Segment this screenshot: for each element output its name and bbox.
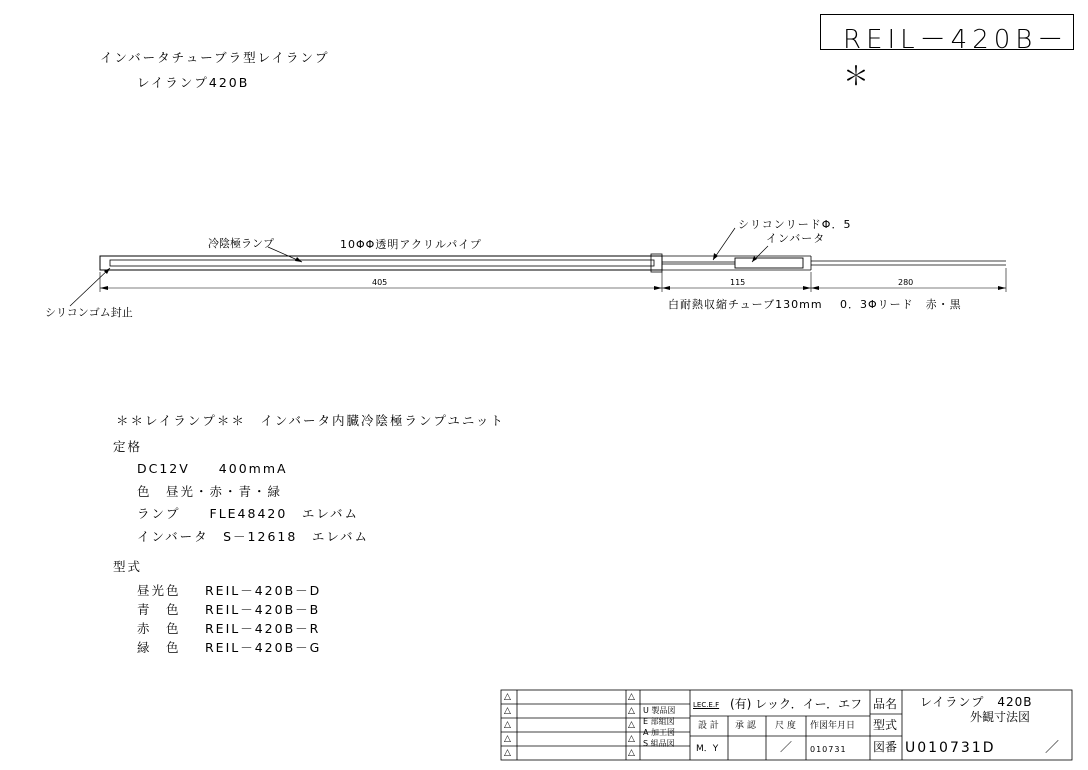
header-date: 作図年月日: [810, 721, 856, 731]
rating-heading: 定格: [113, 439, 143, 454]
model-code: REIL－420B－G: [205, 640, 322, 655]
product-title: インバータチューブラ型レイランプ: [100, 50, 330, 65]
company-name: (有) レック．イー．エフ: [730, 697, 863, 711]
company-logo: LEC.E.F: [693, 701, 720, 709]
scale-value: ／: [780, 740, 793, 754]
rating-line: ランプ FLE48420 エレバム: [137, 506, 359, 521]
sheet-type: A 加工図: [643, 728, 676, 737]
revision-mark: △: [628, 706, 635, 716]
label-drawing-number: 図番: [873, 740, 898, 754]
sheet-type: S 組品図: [643, 739, 675, 748]
drawing-number-suffix: ／: [1045, 740, 1061, 756]
drawing-date: 010731: [810, 745, 847, 754]
label-model-type: 型式: [873, 718, 898, 732]
revision-mark: △: [504, 706, 511, 716]
label-silicon-lead: シリコンリードΦ．5: [738, 218, 852, 231]
drawing-number-header: REIL－420B－＊: [843, 25, 1069, 92]
label-lead-wire: 0．3Φリード 赤・黒: [840, 298, 962, 311]
model-color: 赤 色: [137, 621, 181, 636]
model-color: 昼光色: [137, 583, 181, 598]
header-approval: 承 認: [735, 721, 756, 731]
label-acrylic-pipe: 10ΦΦ透明アクリルパイプ: [340, 238, 482, 251]
revision-mark: △: [504, 748, 511, 758]
dimension-280: 280: [898, 278, 914, 287]
product-drawing-type: 外観寸法図: [970, 710, 1031, 724]
revision-mark: △: [628, 734, 635, 744]
label-silicon-rubber-seal: シリコンゴム封止: [45, 306, 133, 319]
sheet-type: U 製品図: [643, 706, 676, 715]
end-cap: [651, 254, 662, 272]
model-color: 青 色: [137, 602, 181, 617]
cold-cathode-lamp: [110, 260, 654, 266]
header-design: 設 計: [698, 721, 719, 731]
rating-line: インバータ S－12618 エレバム: [137, 529, 369, 544]
rating-line: 色 昼光・赤・青・緑: [137, 484, 283, 499]
dimension-115: 115: [730, 278, 746, 287]
unit-title: ＊＊レイランプ＊＊ インバータ内臓冷陰極ランプユニット: [116, 413, 505, 428]
label-inverter: インバータ: [766, 232, 826, 245]
model-code: REIL－420B－D: [205, 583, 322, 598]
model-code: REIL－420B－B: [205, 602, 321, 617]
model-code: REIL－420B－R: [205, 621, 321, 636]
label-shrink-tube: 白耐熱収縮チューブ130mm: [668, 298, 823, 311]
drawing-number: U010731D: [905, 740, 996, 756]
dimension-405: 405: [372, 278, 388, 287]
inverter-body: [735, 258, 803, 268]
product-subtitle: レイランプ420B: [137, 75, 250, 90]
sheet-type: E 部組図: [643, 717, 675, 726]
acrylic-pipe: [100, 256, 662, 270]
revision-mark: △: [504, 734, 511, 744]
revision-mark: △: [628, 748, 635, 758]
model-heading: 型式: [113, 559, 143, 574]
label-cold-cathode-lamp: 冷陰極ランプ: [208, 237, 274, 250]
revision-mark: △: [628, 692, 635, 702]
revision-mark: △: [504, 720, 511, 730]
designer-initials: M．Y: [696, 744, 719, 754]
rating-line: DC12V 400mmA: [137, 461, 288, 476]
header-scale: 尺 度: [775, 721, 796, 731]
model-color: 緑 色: [137, 640, 181, 655]
product-name: レイランプ 420B: [920, 695, 1033, 709]
revision-mark: △: [504, 692, 511, 702]
revision-mark: △: [628, 720, 635, 730]
label-product-name: 品名: [873, 697, 898, 711]
